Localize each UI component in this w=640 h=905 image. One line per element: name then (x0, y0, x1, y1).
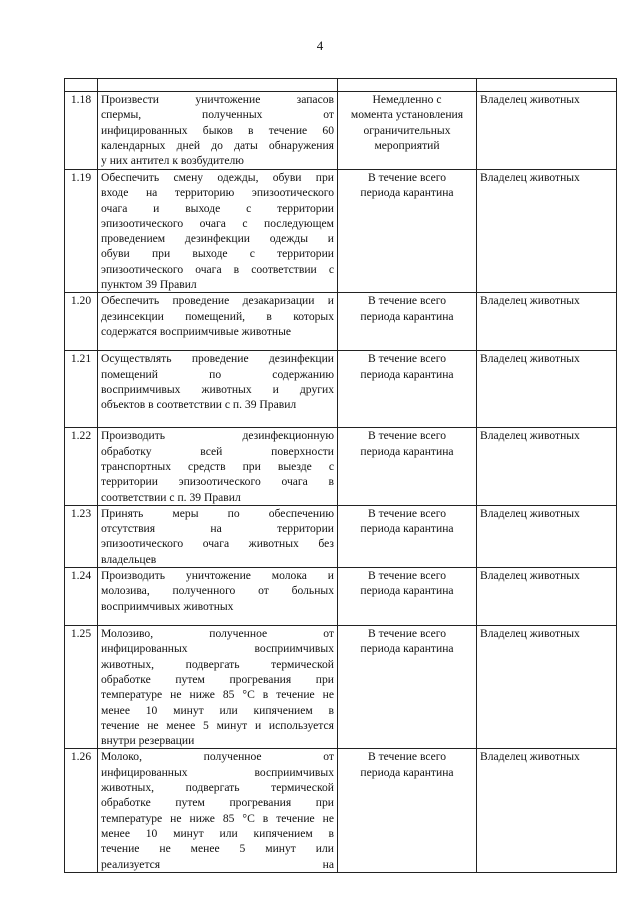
measure-text-line: календарных дней до даты обнаружения (101, 138, 334, 152)
measure-text-line: обработке путем прогревания при (101, 672, 334, 686)
measure-text (98, 170, 338, 293)
measure-text-line: Принять меры по обеспечению (101, 506, 334, 520)
term-text-line: В течение всего (367, 294, 447, 308)
measure-text-line: течение не менее 5 минут и используется (101, 718, 334, 732)
term-text-line: В течение всего (367, 429, 447, 443)
measure-text-line: внутри резервации (101, 734, 195, 748)
measure-text-line: обработке путем прогревания при (101, 796, 334, 810)
measure-text-line: эпизоотического очага с последующем (101, 216, 334, 230)
measure-text (98, 749, 338, 873)
table-row (65, 505, 617, 567)
term-text-line: периода карантина (360, 367, 454, 381)
row-number: 1.22 (65, 428, 98, 505)
responsible-party: Владелец животных (477, 626, 617, 749)
measure-text-line: помещений по содержанию (101, 367, 334, 381)
header-cell-term (338, 79, 477, 92)
measure-text-line: Производить дезинфекционную (101, 429, 334, 443)
table-row (65, 293, 617, 351)
measure-text-line: эпизоотического очага животных без (101, 537, 334, 551)
term-text (338, 92, 477, 170)
measure-text (98, 92, 338, 170)
row-number: 1.25 (65, 626, 98, 749)
term-text-line: периода карантина (360, 765, 454, 779)
measure-text-line: спермы, полученных от (101, 108, 334, 122)
table-row (65, 92, 617, 170)
row-number: 1.23 (65, 505, 98, 567)
measure-text-line: восприимчивых животных и других (101, 382, 334, 396)
table-row (65, 749, 617, 873)
term-text-line: периода карантина (360, 642, 454, 656)
term-text-line: момента установления (350, 108, 464, 122)
measure-text-line: температуре не ниже 85 °С в течение не (101, 688, 334, 702)
measure-text (98, 293, 338, 351)
header-cell-action (98, 79, 338, 92)
responsible-party: Владелец животных (477, 749, 617, 873)
page-number: 4 (316, 38, 324, 53)
responsible-party: Владелец животных (477, 92, 617, 170)
term-text-line: ограничительных (363, 123, 451, 137)
measure-text-line: восприимчивых животных (101, 599, 234, 613)
measure-text-line: Производить уничтожение молока и (101, 569, 334, 583)
responsible-party: Владелец животных (477, 351, 617, 428)
measure-text-line: пунктом 39 Правил (101, 278, 197, 292)
term-text (338, 428, 477, 505)
responsible-party: Владелец животных (477, 505, 617, 567)
term-text (338, 351, 477, 428)
measure-text-line: владельцев (101, 552, 157, 566)
row-number: 1.19 (65, 170, 98, 293)
term-text-line: периода карантина (360, 584, 454, 598)
term-text-line: В течение всего (367, 171, 447, 184)
measure-text (98, 351, 338, 428)
responsible-party: Владелец животных (477, 568, 617, 626)
table-row (65, 626, 617, 749)
term-text-line: В течение всего (367, 627, 447, 641)
row-number: 1.26 (65, 749, 98, 873)
responsible-party: Владелец животных (477, 293, 617, 351)
measures-table-body (65, 79, 617, 873)
measure-text-line: Обеспечить проведение дезакаризации и (101, 294, 334, 308)
term-text-line: В течение всего (367, 352, 447, 366)
measure-text-line: менее 10 минут или кипячением в (101, 826, 334, 840)
measure-text-line: менее 10 минут или кипячением в (101, 703, 334, 717)
header-cell-num (65, 79, 98, 92)
term-text-line: периода карантина (360, 444, 454, 458)
measure-text-line: Молоко, полученное от (101, 750, 334, 764)
measure-text-line: молозива, полученного от больных (101, 584, 334, 598)
measure-text-line: реализуется на (101, 857, 334, 871)
term-text-line: мероприятий (374, 138, 440, 152)
responsible-party: Владелец животных (477, 428, 617, 505)
measure-text-line: инфицированных восприимчивых (101, 765, 334, 779)
measure-text-line: объектов в соответствии с п. 39 Правил (101, 398, 297, 412)
measure-text-line: отсутствия на территории (101, 522, 334, 536)
measure-text-line: течение не менее 5 минут или (101, 842, 334, 856)
measure-text-line: транспортных средств при выезде с (101, 459, 334, 473)
measure-text-line: входе на территорию эпизоотического (101, 186, 334, 200)
row-number: 1.20 (65, 293, 98, 351)
row-number: 1.21 (65, 351, 98, 428)
measure-text-line: эпизоотического очага в соответствии с (101, 262, 334, 276)
measure-text-line: содержатся восприимчивые животные (101, 324, 292, 338)
measure-text-line: Молозиво, полученное от (101, 627, 334, 641)
row-number: 1.18 (65, 92, 98, 170)
measure-text-line: очага и выходе с территории (101, 201, 334, 215)
term-text-line: периода карантина (360, 309, 454, 323)
table-row (65, 351, 617, 428)
measure-text-line: соответствии с п. 39 Правил (101, 490, 241, 504)
term-text (338, 293, 477, 351)
term-text (338, 749, 477, 873)
measure-text-line: температуре не ниже 85 °С в течение не (101, 811, 334, 825)
term-text-line: В течение всего (367, 506, 447, 520)
measure-text-line: Осуществлять проведение дезинфекции (101, 352, 334, 366)
term-text (338, 568, 477, 626)
term-text-line: В течение всего (367, 750, 447, 764)
responsible-party: Владелец животных (477, 170, 617, 293)
measure-text-line: дезинсекции помещений, в которых (101, 309, 334, 323)
measure-text-line: у них антител к возбудителю (101, 154, 244, 168)
measure-text (98, 568, 338, 626)
measure-text-line: Произвести уничтожение запасов (101, 93, 334, 106)
measure-text-line: Обеспечить смену одежды, обуви при (101, 171, 334, 184)
measure-text (98, 428, 338, 505)
measures-table (64, 78, 617, 873)
header-cell-responsible (477, 79, 617, 92)
table-header-row (65, 79, 617, 92)
measure-text-line: животных, подвергать термической (101, 781, 334, 795)
measure-text-line: территории эпизоотического очага в (101, 475, 334, 489)
table-row (65, 428, 617, 505)
measure-text-line: инфицированных быков в течение 60 (101, 123, 334, 137)
measure-text-line: проведением дезинфекции одежды и (101, 232, 334, 246)
measure-text-line: обуви при выходе с территории (101, 247, 334, 261)
measure-text-line: животных, подвергать термической (101, 657, 334, 671)
measure-text (98, 626, 338, 749)
measure-text-line: инфицированных восприимчивых (101, 642, 334, 656)
table-row (65, 170, 617, 293)
term-text-line: В течение всего (367, 569, 447, 583)
term-text-line: периода карантина (360, 522, 454, 536)
table-row (65, 568, 617, 626)
row-number: 1.24 (65, 568, 98, 626)
term-text (338, 626, 477, 749)
term-text (338, 170, 477, 293)
term-text (338, 505, 477, 567)
term-text-line: периода карантина (360, 186, 454, 200)
measure-text (98, 505, 338, 567)
term-text-line: Немедленно с (372, 93, 442, 106)
measure-text-line: обработку всей поверхности (101, 444, 334, 458)
